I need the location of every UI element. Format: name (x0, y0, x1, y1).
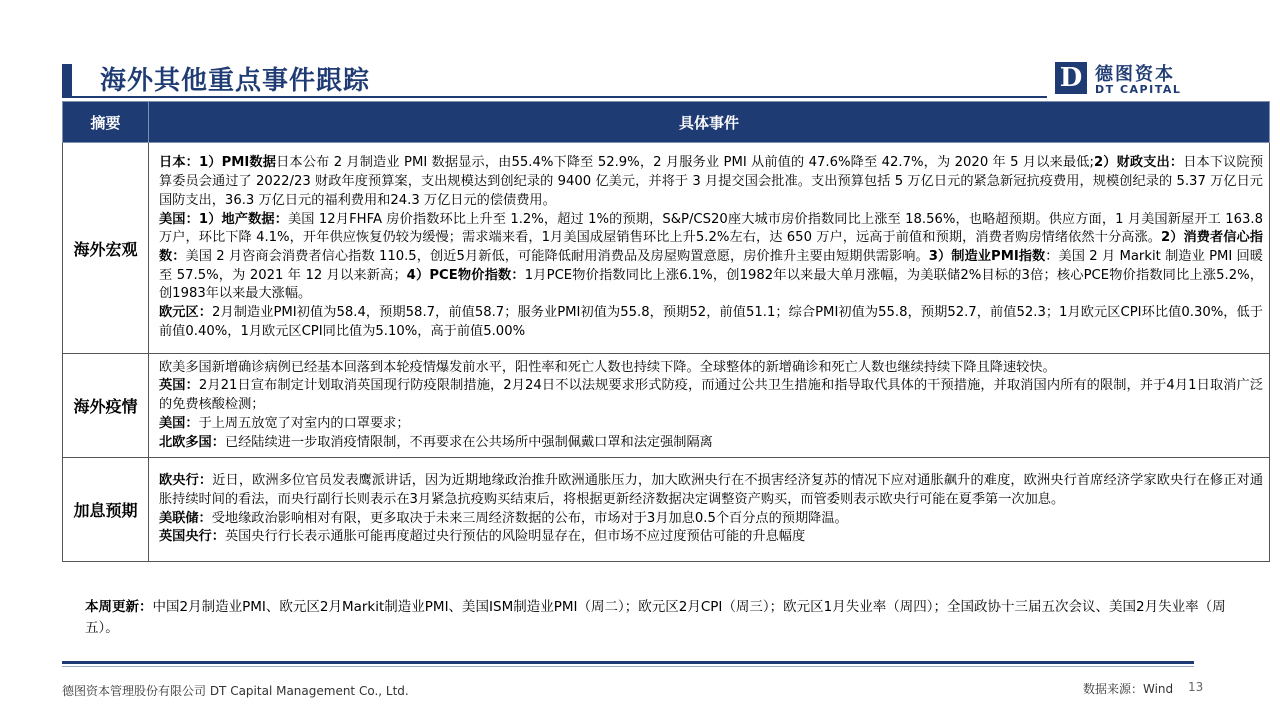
detail-label: 2）财政支出： (1093, 155, 1184, 171)
table-row (63, 354, 1270, 458)
detail-paragraph (159, 359, 1263, 378)
page-number: 13 (1188, 680, 1204, 694)
detail-text: ：美国 2 月 Markit 制造业 PMI 回暖至 57.5%，为 2021 年 12 月以来新高； (159, 249, 1263, 283)
detail-paragraph (159, 304, 1263, 341)
row-detail (149, 354, 1270, 458)
detail-label: 美国： (159, 415, 199, 431)
detail-label: 3）制造业PMI指数 (928, 249, 1046, 264)
detail-text: 受地缘政治影响相对有限，更多取决于未来三周经济数据的公布，市场对于3月加息0.5个百分点的预期降温。 (211, 510, 848, 526)
table-header-row (63, 102, 1270, 143)
detail-text: 美国 12月FHFA 房价指数环比上升至 1.2%，超过 1%的预期，S&P/CS20座大城市房价指数同比上涨至 18.56%，也略超预期。供应方面，1 月美国新屋开工 163.8 万户，环比下降 4.1%，开年供应恢复仍较为缓慢；需求端来看，1月美国成屋销售环比上升5.2%左右，达 650 万户，远高于前值和预期，消费者购房情绪依然十分高涨。 (159, 211, 1263, 246)
events-table (62, 101, 1270, 562)
row-category: 加息预期 (63, 458, 149, 562)
row-category: 海外疫情 (63, 354, 149, 458)
row-detail (149, 458, 1270, 562)
data-source: 数据来源：Wind (1083, 682, 1174, 696)
table-row (63, 143, 1270, 354)
row-detail (149, 143, 1270, 354)
detail-paragraph (159, 154, 1263, 210)
detail-label: 美联储： (159, 510, 212, 526)
title-accent-bar (62, 64, 72, 98)
company-logo (1055, 62, 1255, 98)
detail-text: 已经陆续进一步取消疫情限制，不再要求在公共场所中强制佩戴口罩和法定强制隔离 (224, 434, 713, 450)
detail-text: 1月PCE物价指数同比上涨6.1%，创1982年以来最大单月涨幅，为美联储2%目标的3倍；核心PCE物价指数同比上涨5.2%，创1983年以来最大涨幅。 (159, 267, 1263, 302)
header-summary: 摘要 (63, 102, 149, 143)
weekly-update-label: 本周更新： (85, 599, 153, 615)
detail-text: 美国 2 月咨商会消费者信心指数 110.5，创近5月新低，可能降低耐用消费品及房屋购置意愿，房价推升主要由短期供需影响。 (185, 249, 929, 264)
detail-label: 英国： (159, 378, 199, 394)
detail-label: 美国：1）地产数据： (159, 211, 288, 227)
detail-label: 4）PCE物价指数： (406, 267, 525, 283)
row-category: 海外宏观 (63, 143, 149, 354)
table-row (63, 458, 1270, 562)
detail-text: 近日，欧洲多位官员发表鹰派讲话，因为近期地缘政治推升欧洲通胀压力，加大欧洲央行在不损害经济复苏的情况下应对通胀飙升的难度，欧洲央行首席经济学家欧央行在修正对通胀持续时间的看法，而央行副行长则表示在3月紧急抗疫购买结束后，将根据更新经济数据决定调整资产购买，而管委则表示欧央行可能在夏季第一次加息。 (159, 473, 1264, 507)
detail-paragraph (159, 472, 1263, 509)
detail-paragraph (159, 377, 1263, 414)
detail-label: 日本：1）PMI数据 (159, 155, 277, 171)
footer-divider-thin (62, 666, 1194, 667)
detail-label: 2）消费者信心指数： (159, 230, 1263, 264)
detail-paragraph (159, 528, 1263, 547)
logo-mark-icon: D (1055, 62, 1087, 94)
page-title: 海外其他重点事件跟踪 (100, 66, 371, 96)
logo-chinese-name: 德图资本 (1095, 64, 1175, 85)
detail-paragraph (159, 211, 1263, 305)
detail-label: 英国央行： (159, 529, 225, 545)
detail-text: 英国央行行长表示通胀可能再度超过央行预估的风险明显存在，但市场不应过度预估可能的升息幅度 (224, 529, 806, 545)
footer-company: 德图资本管理股份有限公司 DT Capital Management Co., Ltd. (62, 684, 409, 698)
detail-text: 欧美多国新增确诊病例已经基本回落到本轮疫情爆发前水平，阳性率和死亡人数也持续下降。全球整体的新增确诊和死亡人数也继续持续下降且降速较快。 (159, 359, 1056, 375)
detail-label: 欧元区： (159, 305, 212, 321)
detail-text: 日本公布 2 月制造业 PMI 数据显示，由55.4%下降至 52.9%，2 月服务业 PMI 从前值的 47.6%降至 42.7%，为 2020 年 5 月以来最低; (276, 155, 1094, 171)
title-underline (62, 96, 1047, 98)
footer-divider (62, 661, 1194, 664)
weekly-update (85, 597, 1245, 639)
detail-paragraph (159, 415, 1263, 434)
detail-paragraph (159, 434, 1263, 453)
detail-text: 日本下议院预算委员会通过了 2022/23 财政年度预算案，支出规模达到创纪录的 9400 亿美元，并将于 3 月提交国会批准。支出预算包括 5 万亿日元的紧急新冠抗疫费用，规模创纪录的 5.37 万亿日元国防支出，36.3 万亿日元的福利费用和24.3 万亿日元的偿债费用。 (159, 155, 1263, 208)
detail-paragraph (159, 510, 1263, 529)
detail-text: 2月21日宣布制定计划取消英国现行防疫限制措施，2月24日不以法规要求形式防疫，而通过公共卫生措施和指导取代具体的干预措施，并取消国内所有的限制，并于4月1日取消广泛的免费核酸检测； (159, 378, 1264, 413)
detail-label: 欧央行： (159, 473, 213, 489)
detail-text: 于上周五放宽了对室内的口罩要求； (198, 415, 410, 431)
logo-english-name: DT CAPITAL (1095, 83, 1182, 96)
weekly-update-text: 中国2月制造业PMI、欧元区2月Markit制造业PMI、美国ISM制造业PMI（周二）；欧元区2月CPI（周三）；欧元区1月失业率（周四）；全国政协十三届五次会议、美国2月失业率（周五）。 (85, 599, 1226, 636)
header-events: 具体事件 (149, 102, 1270, 143)
detail-text: 2月制造业PMI初值为58.4，预期58.7，前值58.7；服务业PMI初值为55.8，预期52，前值51.1；综合PMI初值为55.8，预期52.7，前值52.3；1月欧元区CPI环比值0.30%，低于前值0.40%，1月欧元区CPI同比值为5.10%，高于前值5.00% (159, 305, 1263, 339)
detail-label: 北欧多国： (159, 434, 225, 450)
